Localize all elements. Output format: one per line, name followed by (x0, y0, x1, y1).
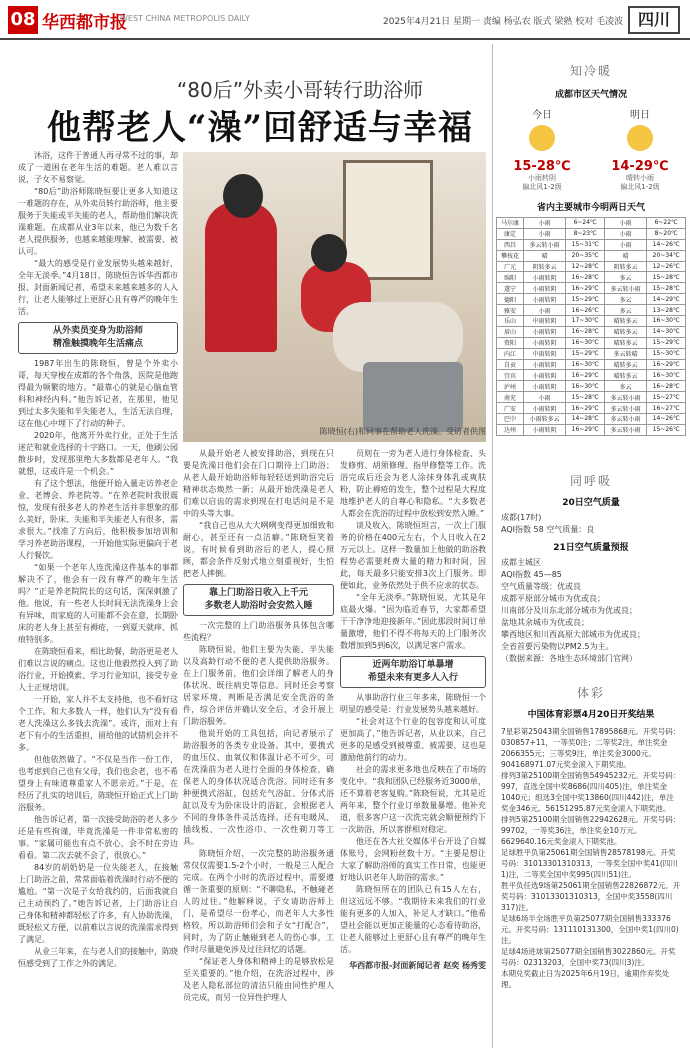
city-weather-cell: 中雨转阴 (523, 316, 565, 327)
city-weather-cell: 16~26℃ (566, 305, 605, 316)
byline: 华西都市报-封面新闻记者 赵奕 杨秀雯 (349, 961, 486, 970)
city-weather-cell: 南充 (497, 392, 524, 403)
paragraph: 有了这个想法，他便开始入量走访养老企业、老博会、养老院等。“在养老院时我很震惊，发现有很多老人的养老生活并非想象的那么美好，卧床、失能和半失能老人有很多，需求很大。”找准了方向后，他积极参加培训和学习养老助浴课程，一开始他实际更偏向于老人行餐饮。 (18, 479, 178, 560)
weather-title: 成都市区天气情况 (554, 90, 627, 100)
text-line: 成都主城区 (501, 558, 541, 567)
city-weather-cell: 15~28℃ (647, 283, 686, 294)
photo-wall-frame (343, 160, 433, 280)
city-weather-cell: 多云 (604, 294, 646, 305)
city-weather-cell: 12~26℃ (647, 261, 686, 272)
city-weather-cell: 小雨转阴 (523, 381, 565, 392)
city-weather-cell: 小雨转阴 (523, 326, 565, 337)
city-weather-cell: 康定 (497, 228, 524, 239)
city-weather-row (497, 326, 686, 337)
city-weather-row (497, 305, 686, 316)
city-weather-row (497, 283, 686, 294)
paragraph: 从最开始老人被安排助浴，到现在只要是洗澡日他们会在门口期待上门助浴；从老人最开始助浴师每轻轻送到助浴完后精神状态焕然一新；从最开始洗澡是老人们难以启齿的需求到现在打电话问是不是中的头等大事。 (183, 449, 334, 518)
text-line: 川南部分及川东北部分城市为优或良； (501, 606, 637, 615)
city-weather-cell: 西昌 (497, 239, 524, 250)
city-weather-cell: 6~22℃ (647, 218, 686, 229)
text-line: （数据来源：各地生态环境部门官网） (501, 654, 637, 663)
city-weather-cell: 晴 (604, 250, 646, 261)
city-weather-cell: 小雨转多云 (523, 414, 565, 425)
city-weather-cell: 20~34℃ (647, 250, 686, 261)
city-weather-cell: 14~26℃ (647, 414, 686, 425)
lottery-results (493, 726, 689, 990)
city-weather-cell: 德阳 (497, 294, 524, 305)
city-weather-cell: 16~30℃ (566, 337, 605, 348)
paragraph: 他告诉记者，第一次接受助浴的老人多少还是有些拘谨，毕竟洗澡是一件非常私密的事。“家属可能也有点不放心，会不时在旁边看看。第二次去就不会了，很放心。” (18, 815, 178, 860)
lottery-title: 中国体育彩票4月20日开奖结果 (527, 710, 655, 720)
lottery-line: 排列3第25100期全国销售54945232元。开奖号码：997，直选全国中奖8686(四川405)注，单注奖金1040元；组选3全国中奖13860(四川442)注，单注奖金346元。56151295.87元奖金滚入下期奖池。 (501, 771, 681, 813)
city-weather-row (497, 359, 686, 370)
paragraph: “保证老人身体和精神上的是够放松是至关重要的。”他介绍，在洗浴过程中，涉及老人隐私部位的清洁只能由同性护理人员完成，而另一位异性护理人 (183, 957, 334, 1002)
city-weather-cell: 阴转多云 (523, 261, 565, 272)
section-heading: 靠上门助浴日收入上千元 多数老人助浴时会安然入睡 (183, 584, 334, 616)
city-weather-cell: 13~28℃ (647, 305, 686, 316)
city-weather-row (497, 337, 686, 348)
city-weather-row (497, 316, 686, 327)
sun-icon (627, 125, 653, 151)
city-weather-cell: 阴转多云 (604, 261, 646, 272)
weather-panel (493, 62, 689, 436)
city-weather-cell: 15~28℃ (566, 392, 605, 403)
article-column-3 (340, 448, 486, 1046)
city-weather-cell: 16~27℃ (647, 403, 686, 414)
editor-credits: 责编 杨弘农 版式 梁熟 校对 毛凌波 (482, 17, 624, 27)
city-weather-cell: 多云转小雨 (604, 414, 646, 425)
city-weather-cell: 多云转小雨 (604, 283, 646, 294)
province-weather-title: 省内主要城市今明两日天气 (536, 203, 645, 213)
lottery-section-title: 体彩 (576, 686, 605, 700)
text-line: 攀西地区和川西高原大部城市为优或良； (501, 630, 645, 639)
header-meta (383, 14, 623, 27)
city-weather-cell: 6~24℃ (566, 218, 605, 229)
city-weather-cell: 17~30℃ (566, 316, 605, 327)
city-weather-cell: 8~20℃ (647, 228, 686, 239)
city-weather-cell: 14~28℃ (566, 414, 605, 425)
paragraph: 员则在一旁为老人进行身体检查、头发修剪、胡须修理、指甲修整等工作。洗浴完成后还会为老人涂抹身体乳或爽肤粉，防止褥疮的发生，整个过程是大程度地维护老人的自尊心和隐私。“大多数老人都会在洗浴的过程中放松到安然入睡。” (340, 449, 486, 518)
city-weather-cell: 小雨转阴 (523, 370, 565, 381)
air-quality-panel (493, 472, 689, 665)
city-weather-cell: 遂宁 (497, 283, 524, 294)
city-weather-cell: 小雨转阴 (523, 294, 565, 305)
city-weather-row (497, 272, 686, 283)
photo-bather-1-head (223, 174, 263, 218)
city-weather-cell: 多云转小雨 (523, 239, 565, 250)
city-weather-cell: 16~30℃ (647, 316, 686, 327)
city-weather-cell: 乐山 (497, 316, 524, 327)
paragraph: 陈晓恒介绍，一次完整的助浴服务通常仅仅需要1.5-2个小时，一般是三人配合完成。在两个小时的洗浴过程中，需要遵循一条重要的原则：“不聊隐私，不触碰老人的过往。”他解释说，子女请助浴师上门，是希望尽一份孝心，而老年人大多性格较，所以助浴师们会和子女“打配合”，同时，为了防止触碰到老人的伤心事，工作时尽量避免涉及过往回忆的话题。 (183, 849, 334, 954)
city-weather-cell: 15~26℃ (647, 424, 686, 435)
city-weather-cell: 16~28℃ (566, 272, 605, 283)
today-wind: 偏北风1-2级 (522, 183, 562, 191)
city-weather-cell: 晴 (523, 250, 565, 261)
lottery-panel (493, 684, 689, 990)
city-weather-cell: 小雨 (523, 392, 565, 403)
city-weather-row (497, 261, 686, 272)
sun-cloud-icon (529, 125, 555, 151)
sidebar (492, 44, 688, 1048)
city-weather-cell: 巴中 (497, 414, 524, 425)
tomorrow-temp: 14-29℃ (611, 159, 669, 174)
photo-bather-1 (205, 202, 277, 352)
weather-tomorrow (599, 106, 681, 192)
city-weather-cell: 16~29℃ (566, 424, 605, 435)
city-weather-cell: 晴转多云 (604, 326, 646, 337)
lottery-line: 足球胜平负第25061期全国销售28578198元。开奖号码：31013301310313，一等奖全国中奖41(四川1)注，二等奖全国中奖995(四川51)注。 (501, 848, 678, 879)
photo-bath-chair (363, 362, 463, 432)
text-line: 全省首要污染物以PM2.5为主。 (501, 642, 614, 651)
city-weather-cell: 16~28℃ (647, 381, 686, 392)
paragraph: 2020年，他离开外卖行业，正处于生活迷茫和就业选择的十字路口。一天，他刷公园散步时，发现那里绝大多数都是老年人。“我就想，这或许是一个机会。” (18, 431, 178, 476)
city-weather-cell: 16~29℃ (566, 370, 605, 381)
city-weather-cell: 眉山 (497, 326, 524, 337)
city-weather-cell: 16~30℃ (566, 359, 605, 370)
page-header (0, 0, 690, 40)
city-weather-row (497, 424, 686, 435)
city-weather-cell: 小雨转阴 (523, 337, 565, 348)
photo-bather-2-head (311, 234, 347, 272)
city-weather-cell: 15~28℃ (647, 272, 686, 283)
city-weather-cell: 小雨转阴 (523, 424, 565, 435)
today-temp: 15-28℃ (513, 159, 571, 174)
photo-caption: 陈晓恒(右)和同事在帮助老人洗澡。受访者供图 (319, 427, 486, 436)
city-weather-cell: 达州 (497, 424, 524, 435)
paragraph: 一次完整的上门助浴服务具体包含哪些流程？ (183, 621, 334, 642)
city-weather-cell: 16~28℃ (566, 326, 605, 337)
section-heading: 从外卖员变身为助浴师 精准触摸晚年生活痛点 (18, 322, 178, 354)
city-weather-cell: 15~27℃ (647, 392, 686, 403)
city-weather-cell: 小雨 (604, 228, 646, 239)
city-weather-cell: 15~29℃ (647, 337, 686, 348)
city-weather-cell: 晴转多云 (604, 316, 646, 327)
article-subtitle: “80后”外卖小哥转行助浴师 (176, 78, 424, 102)
city-weather-row (497, 294, 686, 305)
city-weather-cell: 15~31℃ (566, 239, 605, 250)
city-weather-cell: 广安 (497, 403, 524, 414)
paragraph: 他还在各大社交媒体平台开设了自媒体账号，会网粉丝数十万。“主要是想让大家了解助浴师的真实工作日常，也能更好地认识老年人助浴的需求。” (340, 837, 486, 882)
city-weather-cell: 16~29℃ (566, 283, 605, 294)
city-weather-cell: 多云 (604, 272, 646, 283)
paragraph: “80后”助浴师陈晓恒要让更多人知道这一难题的存在，从外卖员转行助浴师，他主要服务于失能或半失能的老人，帮助他们解决洗澡难题。在成都从业3年以来，他已为数千名老人提供服务，也越来越能理解、被需要、被认可。 (18, 187, 178, 256)
city-weather-cell: 小雨 (523, 305, 565, 316)
city-weather-cell: 15~29℃ (566, 348, 605, 359)
city-weather-cell: 12~28℃ (566, 261, 605, 272)
paragraph: “全年无淡季。”陈晓恒说，尤其是年底最火爆。“因为临近春节，大家都希望干干净净地迎接新年。”因此那段时间订单量激增，他们不得不将每天的上门服务次数增加到5到6次，以满足客户需求。 (340, 593, 486, 650)
article-column-1 (18, 150, 178, 1046)
city-weather-cell: 15~29℃ (566, 294, 605, 305)
weather-today (501, 106, 583, 192)
city-weather-cell: 小雨 (523, 218, 565, 229)
text-line: AQI指数 58 空气质量：良 (501, 525, 595, 534)
city-weather-cell: 马尔康 (497, 218, 524, 229)
city-weather-cell: 晴转多云 (604, 337, 646, 348)
tomorrow-wind: 偏北风1-2级 (620, 183, 660, 191)
city-weather-cell: 晴转多云 (604, 370, 646, 381)
tomorrow-desc: 晴转小雨 (626, 174, 654, 182)
paragraph: “社会对这个行业的包容度和认可度更加高了，”他告诉记者，从业以来，自己更多的是感受到被尊重、被需要，这也是激励他前行的动力。 (340, 717, 486, 762)
article-column-2 (183, 448, 334, 1046)
paragraph: 但他依然做了。“不仅是当作一份工作，也考虑到自己也有父母，我们也会老，也不希望身上有味道尊重家人不愿亲近。”于是，在经历了扎实的培训后，陈晓恒开始正式上门助浴服务。 (18, 755, 178, 812)
city-weather-row (497, 403, 686, 414)
city-weather-row (497, 228, 686, 239)
today-label: 今日 (532, 110, 552, 121)
city-weather-cell: 宜宾 (497, 370, 524, 381)
city-weather-cell: 14~30℃ (647, 326, 686, 337)
tomorrow-label: 明日 (630, 110, 650, 121)
air-title: 20日空气质量 (562, 498, 620, 508)
city-weather-cell: 小雨转阴 (523, 283, 565, 294)
city-weather-cell: 20~35℃ (566, 250, 605, 261)
today-desc: 小雨转阴 (528, 174, 556, 182)
text-line: 空气质量等级：优或良 (501, 582, 581, 591)
city-weather-cell: 晴转多云 (604, 359, 646, 370)
paragraph: 他说开始的工具包括，向记者展示了助浴服务的各类专业设备。其中，要携式的血压仪、血氧仪和体温计必不可少，可在洗澡前为老人进行全面的身体检查，确保老人的身体状况适合洗浴。同时还有多种便携式浴缸，包括充气浴缸、分体式浴缸以及专为卧床设计的浴缸，会根据老人不同的身体条件灵活选择。还有电暖风、插线板、一次性浴巾、一次性剃刀等工具。 (183, 729, 334, 846)
city-weather-cell: 小雨 (604, 218, 646, 229)
city-weather-cell: 多云 (604, 305, 646, 316)
city-weather-cell: 16~29℃ (647, 359, 686, 370)
weather-section-title: 知冷暖 (569, 64, 612, 78)
city-weather-cell: 16~30℃ (647, 370, 686, 381)
section-heading: 近两年助浴订单暴增 希望未来有更多人入行 (340, 656, 486, 688)
text-line: 成都平原部分城市为优或良； (501, 594, 605, 603)
city-weather-row (497, 414, 686, 425)
city-weather-cell: 14~26℃ (647, 239, 686, 250)
city-weather-row (497, 392, 686, 403)
lottery-line: 7星彩第25043期全国销售17895868元。开奖号码：030857+11，一等奖0注；二等奖2注，单注奖金2066355元；三等奖9注，单注奖金3000元。904168971.07元奖金滚入下期奖池。 (501, 727, 681, 769)
city-weather-cell: 内江 (497, 348, 524, 359)
city-weather-cell: 多云转小雨 (604, 424, 646, 435)
lottery-line: 足球6场半全场胜平负第25077期全国销售333376元。开奖号码：131110131300，全国中奖1(四川0)注。 (501, 914, 679, 945)
city-weather-cell: 广元 (497, 261, 524, 272)
issue-date: 2025年4月21日 星期一 (383, 17, 480, 27)
city-weather-cell: 15~30℃ (647, 348, 686, 359)
paragraph: 在陈晓恒看来，相比助餐，助浴更是老人们难以言说的痛点。这也让他毅然投入到了助浴行业，开始摸索、学习行业知识，接受专业人士正规培训。 (18, 647, 178, 692)
paragraph: 从业三年来，在与老人们的接触中，陈晓恒感受到了工作之外的满足。 (18, 947, 178, 968)
paragraph: 从事助浴行业三年多来，陈晓恒一个明显的感受是：行业发展势头越来越好。 (340, 693, 486, 714)
paragraph: 沐浴，这件于普通人再寻常不过的事，却成了一道困在老年生活的难题。老人难以言说，子女不易察觉。 (18, 151, 178, 184)
city-weather-cell: 泸州 (497, 381, 524, 392)
article-photo (183, 152, 486, 442)
city-weather-cell: 攀枝花 (497, 250, 524, 261)
paragraph: 一开始，家人并不太支持他，也不看好这个工作。和大多数人一样，他们认为“没有看老人洗澡这么多钱去洗澡”。或许，面对上有老下有小的生活重担，留给他的试错机会并不多。 (18, 695, 178, 752)
city-weather-cell: 多云转晴 (604, 348, 646, 359)
paragraph: “我自己也从大大咧咧变得更加细致和耐心，甚至还有一点洁癖。”陈晓恒笑着说，有时候看到助浴后的老人，提心照顾，都会条件反射式地立刻重视好，生怕把老人摔倒。 (183, 521, 334, 578)
city-weather-row (497, 218, 686, 229)
forecast-lines (493, 557, 689, 665)
paragraph: 陈晓恒说，他们主要为失能、半失能以及高龄行动不便的老人提供助浴服务。在上门服务前，他们会详细了解老人的身体状况、既往病史等信息。同时还会考察居家环境，判断是否满足安全洗浴的条件，综合评估并确认安全后，才会开展上门助浴服务。 (183, 645, 334, 726)
paragraph: 陈晓恒所在的团队已有15人左右，但这远远不够。“我期待未来我们的行业能有更多的人加入，补足人才缺口。”他希望社会能以更加正能量的心态看待助浴，让老人能够过上更舒心且有尊严的晚年生活。 (340, 885, 486, 954)
city-weather-cell: 中雨转阴 (523, 348, 565, 359)
newspaper-logo-en: WEST CHINA METROPOLIS DAILY (120, 14, 250, 23)
text-line: 盆地其余城市为优或良； (501, 618, 589, 627)
city-weather-cell: 16~30℃ (566, 381, 605, 392)
section-tag: 四川 (628, 6, 680, 34)
paragraph: 谈及收入，陈晓恒坦言，一次上门服务的价格在400元左右，个人日收入在2万元以上。这样一数量加上他做的助浴教程势必需要耗费大量的精力和时间，因此，每天最多只能安排3次上门服务。即便如此，业务依然处于供不应求的状态。 (340, 521, 486, 590)
page-number: 08 (8, 6, 38, 34)
paragraph: “如果一个老年人连洗澡这件基本的事都解决不了，他会有一段有尊严的晚年生活吗？”正是养老院院长的这句话，深深刺激了他。他说，有一些老人长时间无法洗澡身上会有异味，而家庭的人可能都不会在意，长期卧床的老人身上甚至有褥疮，一到夏天就痒、抓痕特别多。 (18, 563, 178, 644)
city-weather-cell: 16~29℃ (566, 403, 605, 414)
city-weather-cell: 雅安 (497, 305, 524, 316)
article-title: 他帮老人“澡”回舒适与幸福 (46, 108, 474, 148)
city-weather-cell: 多云 (604, 381, 646, 392)
lottery-line: 胜平负任选9场第25061期全国销售22826872元。开奖号码：31013301310313，全国中奖3558(四川317)注。 (501, 881, 681, 912)
paragraph: 1987年出生的陈晓恒，曾是个外卖小哥，每天穿梭在成都的各个角落，医院是他跑得最为频繁的地方。“最靠心的就是心脑血管科和神经内科。”他告诉记者，在那里，他见到过太多失能和半失能老人，生活无法自理，这在他心中埋下了行动的种子。 (18, 359, 178, 428)
city-weather-cell: 资阳 (497, 337, 524, 348)
city-weather-cell: 小雨转阴 (523, 403, 565, 414)
paragraph: 社会的需求更多地也反映在了市场的变化中。“我和团队已经服务近3000单，还不算着老客复购。”陈晓恒说，尤其是近两年来，整个行业订单数量暴增。他补充道，很多客户这一次洗完就会顺便预约下一次助浴，所以客群相对稳定。 (340, 765, 486, 834)
city-weather-cell: 8~23℃ (566, 228, 605, 239)
city-weather-cell: 多云转小雨 (604, 392, 646, 403)
city-weather-cell: 多云转小雨 (604, 403, 646, 414)
city-weather-cell: 14~29℃ (647, 294, 686, 305)
air-section-title: 同呼吸 (569, 474, 612, 488)
city-weather-row (497, 239, 686, 250)
city-weather-table (496, 217, 686, 436)
city-weather-row (497, 370, 686, 381)
city-weather-row (497, 381, 686, 392)
lottery-line: 排列5第25100期全国销售22942628元。开奖号码：99702，一等奖36注，单注奖金10万元。6629640.16元奖金滚入下期奖池。 (501, 815, 681, 846)
city-weather-row (497, 250, 686, 261)
lottery-line: 足球4场进球第25077期全国销售3022860元。开奖号码：02313203，全国中奖73(四川3)注。 (501, 947, 676, 967)
city-weather-cell: 小雨转阴 (523, 359, 565, 370)
city-weather-cell: 绵阳 (497, 272, 524, 283)
text-line: 成都(17时) (501, 513, 542, 522)
paragraph: “最大的感受是行业发展势头越来越好，全年无淡季。”4月18日，陈晓恒告诉华西都市报、封面新闻记者，希望未来越来越多的人入行，让老人能够过上更舒心且有尊严的晚年生活。 (18, 259, 178, 316)
city-weather-cell: 小雨转阴 (523, 272, 565, 283)
city-weather-row (497, 348, 686, 359)
city-weather-cell: 自贡 (497, 359, 524, 370)
city-weather-cell: 小雨 (523, 228, 565, 239)
paragraph: 84岁的胡奶奶是一位失能老人，在接触上门助浴之前，常常面临着洗澡时行动不便的尴尬。“第一次是子女给我约的，后面我就自己主动预约了。”她告诉记者，上门助浴让自己身体和精神都轻松了许多，有人协助洗澡，既轻松又方便，以前难以言说的洗澡需求得到了满足。 (18, 863, 178, 944)
lottery-line: 本期兑奖截止日为2025年6月19日，逾期作弃奖处理。 (501, 969, 670, 989)
text-line: AQI指数 45—85 (501, 570, 562, 579)
city-weather-cell: 小雨 (604, 239, 646, 250)
forecast-title: 21日空气质量预报 (553, 543, 629, 553)
air-lines (493, 512, 689, 536)
newspaper-logo: 华西都市报 (42, 13, 127, 33)
